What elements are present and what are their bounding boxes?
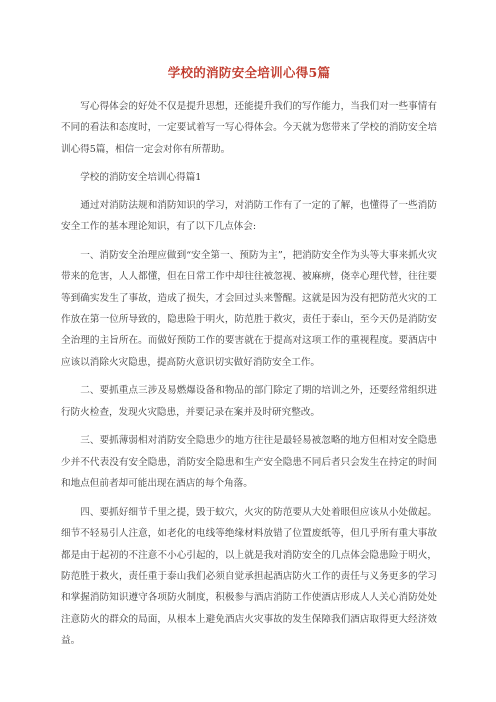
- body-paragraph-3: 二、要抓重点三涉及易燃爆设备和物品的部门除定了期的培训之外，还要经常组织进行防火检查，发现火灾隐患，并要记录在案并及时研究整改。: [61, 385, 437, 418]
- body-paragraph-2: 一、消防安全治理应做到“安全第一、预防为主”，把消防安全作为头等大事来抓火灾带来的危害，人人都懂，但在日常工作中却往往被忽视、被麻痹，侥幸心理代替，往往要等到确实发生了事故，造成了损失，才会回过头来警醒。这就是因为没有把防范火灾的工作放在第一位所导致的，隐患险于明火，防范胜于救灾，责任于泰山，至今天仍是消防安全治理的主旨所在。而做好预防工作的要害就在于提高对这项工作的重视程度。要酒店中应该以消除火灾隐患，提高防火意识切实做好消防安全工作。: [61, 249, 437, 368]
- body-paragraph-5: 四、要抓好细节千里之提，毁于蚊穴，火灾的防范要从大处着眼但应该从小处做起。细节不轻易引人注意，如老化的电线等绝缘材料放错了位置废纸等，但几乎所有重大事故都是由于起初的不注意不小心引起的，以上就是我对消防安全的几点体会隐患险于明火，防范胜于救火，责任重于泰山我们必须自觉承担起酒店防火工作的责任与义务更多的学习和掌握消防知识遵守各项防火制度，积极参与酒店消防工作使酒店形成人人关心消防处处注意防火的群众的局面，从根本上避免酒店火灾事故的发生保障我们酒店取得更大经济效益。: [61, 506, 437, 647]
- document-page: [61, 64, 437, 659]
- document-title: 学校的消防安全培训心得5篇: [167, 65, 331, 80]
- section-heading: 学校的消防安全培训心得篇1: [80, 172, 202, 184]
- body-paragraph-1: 通过对消防法规和消防知识的学习，对消防工作有了一定的了解，也懂得了一些消防安全工作的基本理论知识，有了以下几点体会:: [61, 199, 437, 233]
- intro-paragraph: 写心得体会的好处不仅是提升思想，还能提升我们的写作能力，当我们对一些事情有不同的看法和态度时，一定要试着写一写心得体会。今天就为您带来了学校的消防安全培训心得5篇，相信一定会对你有所帮助。: [61, 101, 437, 155]
- body-paragraph-4: 三、要抓薄弱相对消防安全隐患少的地方往往是最轻易被忽略的地方但相对安全隐患少并不代表没有安全隐患，消防安全隐患和生产安全隐患不同后者只会发生在持定的时间和地点但前者却可能出现在酒店的每个角落。: [61, 435, 437, 490]
